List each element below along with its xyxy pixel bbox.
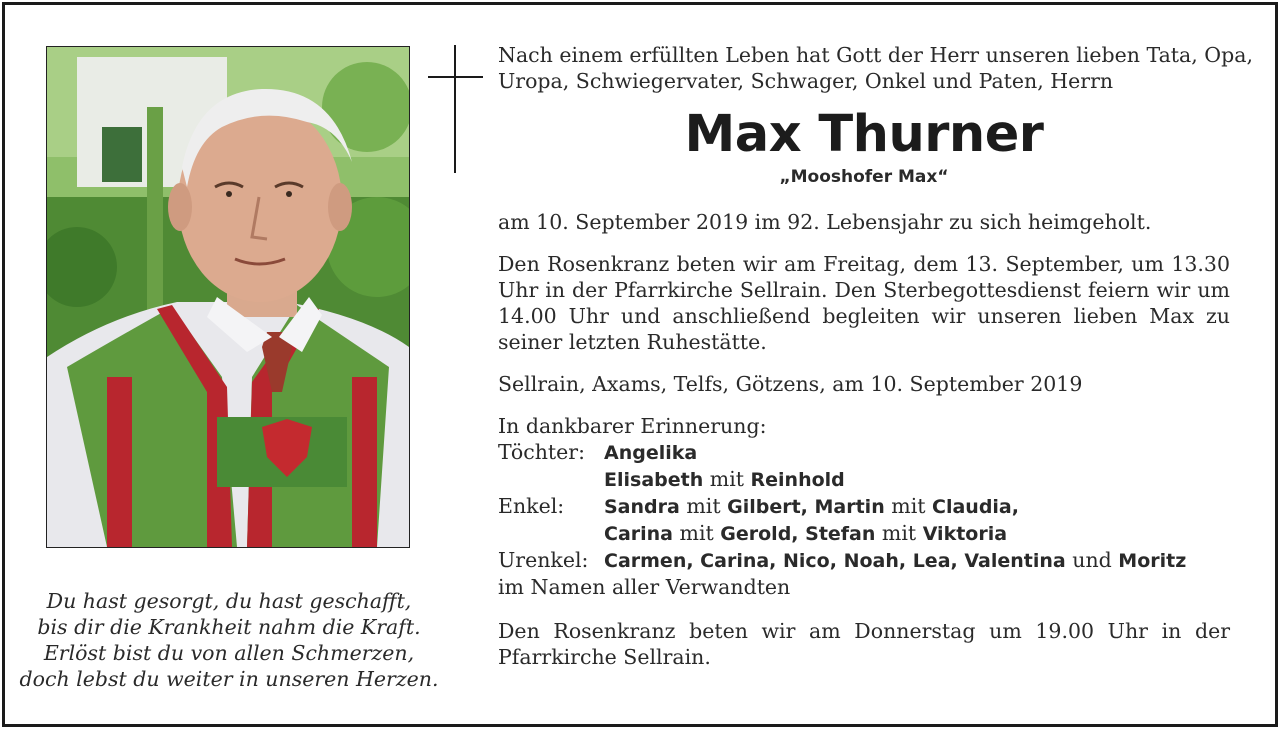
obituary-text	[498, 42, 1253, 670]
poem-line: bis dir die Krankheit nahm die Kraft.	[37, 615, 421, 639]
family-member-name: Viktoria	[922, 523, 1008, 545]
family-relation-label	[498, 466, 604, 493]
connector-text: mit	[884, 494, 933, 518]
family-member-name: Elisabeth	[604, 469, 704, 491]
family-names	[604, 520, 1007, 547]
family-relation-label: Töchter:	[498, 440, 585, 464]
family-member-name: Gilbert, Martin	[727, 496, 885, 518]
portrait-photo	[46, 46, 410, 548]
rosary-evening-info: Den Rosenkranz beten wir am Donnerstag um 19.00 Uhr in der Pfarrkirche Sellrain.	[498, 619, 1230, 669]
connector-text: mit	[673, 521, 721, 545]
death-notice: am 10. September 2019 im 92. Lebensjahr zu sich heimgeholt.	[498, 210, 1152, 234]
family-row	[498, 466, 1230, 493]
family-names	[604, 547, 1186, 574]
family-member-name: Carmen, Carina, Nico, Noah, Lea, Valentina	[604, 550, 1066, 572]
connector-text: mit	[703, 467, 751, 491]
intro-line: Uropa, Schwiegervater, Schwager, Onkel und Paten, Herrn	[498, 69, 1114, 93]
family-row	[498, 439, 1230, 466]
poem-line: doch lebst du weiter in unseren Herzen.	[19, 667, 439, 691]
family-member-name: Carina	[604, 523, 673, 545]
memorial-poem	[14, 588, 444, 692]
intro-line: Nach einem erfüllten Leben hat Gott der Herr unseren lieben Tata, Opa,	[498, 43, 1253, 67]
family-row	[498, 493, 1230, 520]
family-member-name: Moritz	[1118, 550, 1187, 572]
poem-line: Erlöst bist du von allen Schmerzen,	[43, 641, 415, 665]
nickname: „Mooshofer Max“	[779, 167, 949, 187]
family-closing: im Namen aller Verwandten	[498, 575, 791, 599]
family-section	[498, 413, 1230, 600]
family-member-name: Reinhold	[750, 469, 845, 491]
deceased-name: Max Thurner	[684, 105, 1044, 164]
rosary-funeral-info: Den Rosenkranz beten wir am Freitag, dem 13. September, um 13.30 Uhr in der Pfarrkirche Sellrain. Den Sterbegottesdienst feiern wir um 14.00 Uhr und anschließend begleiten wir unseren lieben Max zu seiner letzten Ruhestätte.	[498, 252, 1230, 354]
connector-text: mit	[875, 521, 923, 545]
family-heading: In dankbarer Erinnerung:	[498, 414, 767, 438]
family-list	[498, 439, 1230, 574]
family-row	[498, 520, 1230, 547]
poem-line: Du hast gesorgt, du hast geschafft,	[46, 589, 412, 613]
family-relation-label	[498, 520, 604, 547]
family-member-name: Claudia,	[932, 496, 1019, 518]
family-relation-label: Urenkel:	[498, 548, 589, 572]
family-member-name: Sandra	[604, 496, 680, 518]
family-names	[604, 466, 845, 493]
family-relation-label: Enkel:	[498, 494, 565, 518]
place-date: Sellrain, Axams, Telfs, Götzens, am 10. September 2019	[498, 372, 1083, 396]
connector-text: mit	[679, 494, 728, 518]
portrait-illustration	[47, 47, 409, 547]
connector-text: und	[1065, 548, 1119, 572]
family-names	[604, 493, 1019, 520]
family-row	[498, 547, 1230, 574]
family-names	[604, 439, 697, 466]
family-member-name: Gerold, Stefan	[720, 523, 876, 545]
family-member-name: Angelika	[604, 442, 698, 464]
cross-icon	[428, 45, 484, 175]
